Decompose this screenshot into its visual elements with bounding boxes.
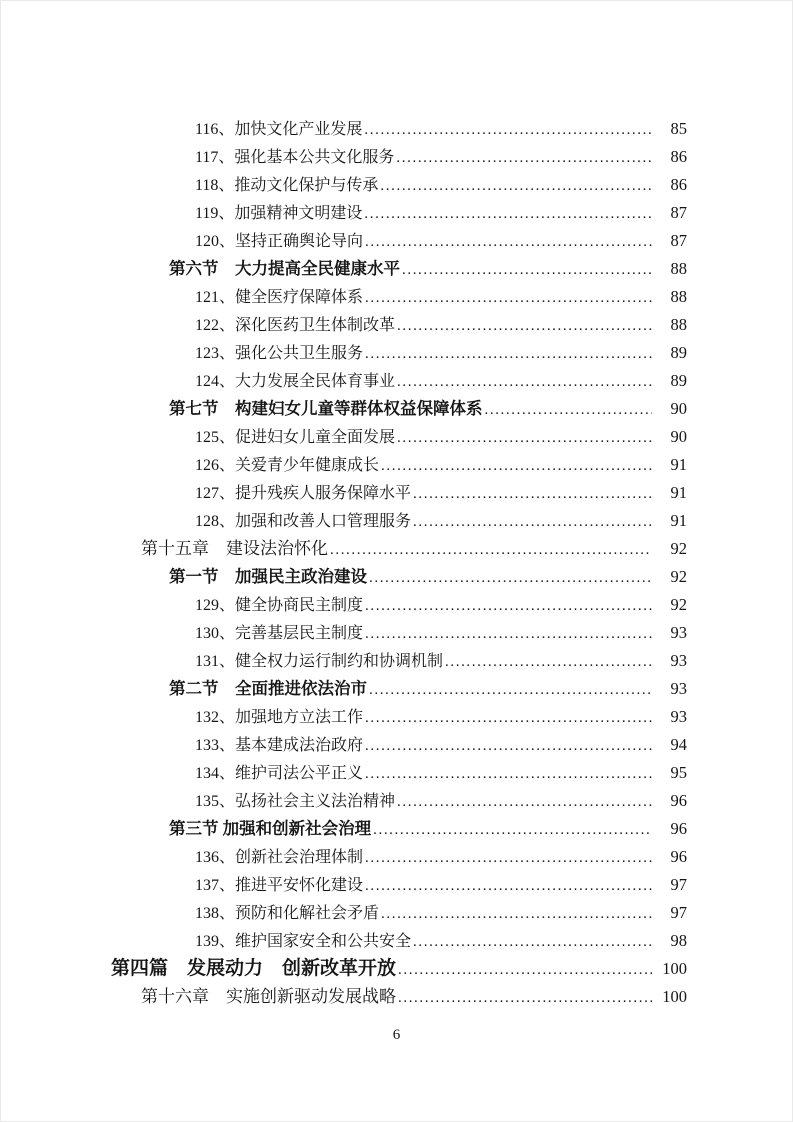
dot-leader	[398, 956, 652, 984]
toc-entry	[111, 115, 687, 143]
toc-entry-label: 117、强化基本公共文化服务	[195, 149, 395, 166]
toc-entry	[111, 311, 687, 339]
toc-entry	[111, 367, 687, 395]
toc-entry	[111, 227, 687, 255]
toc-entry	[111, 759, 687, 787]
toc-entry-page: 93	[670, 651, 687, 670]
dot-leader	[365, 340, 652, 368]
toc-entry-page: 88	[670, 287, 687, 306]
dot-leader	[396, 144, 652, 172]
toc-entry	[111, 787, 687, 815]
toc-entry-page: 91	[670, 455, 687, 474]
toc-entry-label: 135、弘扬社会主义法治精神	[195, 793, 396, 810]
dot-leader	[369, 676, 652, 704]
toc-entry-label: 第三节 加强和创新社会治理	[169, 819, 372, 838]
toc-entry-page: 97	[670, 875, 687, 894]
toc-entry	[111, 283, 687, 311]
toc-entry-label: 120、坚持正确舆论导向	[195, 233, 364, 250]
toc-entry	[111, 143, 687, 171]
toc-entry-page: 86	[670, 147, 687, 166]
toc-entry-label: 137、推进平安怀化建设	[195, 877, 364, 894]
toc-entry-label: 131、健全权力运行制约和协调机制	[195, 653, 444, 670]
toc-entry-page: 93	[670, 707, 687, 726]
toc-entry	[111, 535, 687, 563]
toc-entry-label: 128、加强和改善人口管理服务	[195, 513, 412, 530]
toc-entry-page: 89	[670, 343, 687, 362]
toc-entry-label: 第十五章 建设法治怀化	[141, 539, 328, 558]
toc-entry	[111, 871, 687, 899]
toc-entry-label: 123、强化公共卫生服务	[195, 345, 364, 362]
toc-entry	[111, 423, 687, 451]
toc-entry-label: 第十六章 实施创新驱动发展战略	[141, 987, 396, 1006]
toc-entry-page: 92	[670, 539, 687, 558]
toc-entry-page: 90	[670, 399, 687, 418]
toc-entry-page: 96	[670, 847, 687, 866]
toc-entry-page: 98	[670, 931, 687, 950]
toc-entry	[111, 927, 687, 955]
toc-entry	[111, 339, 687, 367]
dot-leader	[485, 396, 653, 424]
dot-leader	[397, 788, 652, 816]
toc-entry-label: 第七节 构建妇女儿童等群体权益保障体系	[169, 399, 483, 418]
dot-leader	[330, 536, 652, 564]
toc-entry-label: 127、提升残疾人服务保障水平	[195, 485, 412, 502]
toc-entry-page: 93	[670, 679, 687, 698]
toc-entry-label: 122、深化医药卫生体制改革	[195, 317, 396, 334]
dot-leader	[413, 928, 652, 956]
dot-leader	[397, 312, 652, 340]
toc-entry-label: 129、健全协商民主制度	[195, 597, 364, 614]
toc-entry-label: 第四篇 发展动力 创新改革开放	[111, 958, 397, 979]
toc-entry-label: 126、关爱青少年健康成长	[195, 457, 380, 474]
toc-entry	[111, 899, 687, 927]
toc-entry	[111, 983, 687, 1011]
dot-leader	[445, 648, 652, 676]
dot-leader	[365, 732, 652, 760]
dot-leader	[365, 704, 652, 732]
dot-leader	[373, 816, 652, 844]
toc-entry-page: 88	[670, 315, 687, 334]
dot-leader	[397, 424, 652, 452]
toc-entry-label: 125、促进妇女儿童全面发展	[195, 429, 396, 446]
toc-entry-page: 97	[670, 903, 687, 922]
toc-entry-label: 130、完善基层民主制度	[195, 625, 364, 642]
toc-entry	[111, 171, 687, 199]
toc-entry	[111, 451, 687, 479]
toc-entry	[111, 395, 687, 423]
dot-leader	[381, 900, 652, 928]
dot-leader	[369, 564, 652, 592]
dot-leader	[381, 452, 652, 480]
toc-entry-label: 第六节 大力提高全民健康水平	[169, 259, 400, 278]
dot-leader	[413, 480, 652, 508]
toc-entry-page: 96	[670, 791, 687, 810]
dot-leader	[398, 984, 652, 1012]
toc-list	[111, 115, 687, 1011]
toc-entry-page: 93	[670, 623, 687, 642]
dot-leader	[402, 256, 652, 284]
toc-entry-label: 136、创新社会治理体制	[195, 849, 364, 866]
dot-leader	[397, 368, 652, 396]
toc-entry-page: 100	[662, 987, 687, 1006]
toc-entry	[111, 647, 687, 675]
toc-entry	[111, 255, 687, 283]
toc-entry-label: 116、加快文化产业发展	[195, 121, 363, 138]
dot-leader	[365, 872, 652, 900]
toc-entry-label: 第二节 全面推进依法治市	[169, 679, 367, 698]
toc-entry-label: 138、预防和化解社会矛盾	[195, 905, 380, 922]
dot-leader	[364, 200, 652, 228]
toc-entry-page: 100	[662, 959, 687, 978]
toc-entry-page: 92	[670, 595, 687, 614]
toc-entry-page: 87	[670, 231, 687, 250]
toc-entry	[111, 619, 687, 647]
dot-leader	[365, 228, 652, 256]
toc-entry	[111, 703, 687, 731]
toc-entry-page: 91	[670, 483, 687, 502]
toc-entry	[111, 955, 687, 983]
toc-entry	[111, 507, 687, 535]
toc-entry	[111, 199, 687, 227]
toc-entry-label: 118、推动文化保护与传承	[195, 177, 379, 194]
toc-entry-label: 132、加强地方立法工作	[195, 709, 364, 726]
dot-leader	[364, 116, 652, 144]
toc-entry	[111, 731, 687, 759]
toc-entry-label: 133、基本建成法治政府	[195, 737, 364, 754]
toc-entry-label: 124、大力发展全民体育事业	[195, 373, 396, 390]
toc-entry-page: 89	[670, 371, 687, 390]
page-number: 6	[392, 1027, 401, 1043]
toc-entry-page: 87	[670, 203, 687, 222]
dot-leader	[413, 508, 652, 536]
dot-leader	[365, 284, 652, 312]
toc-entry-label: 第一节 加强民主政治建设	[169, 567, 367, 586]
toc-entry	[111, 563, 687, 591]
toc-entry-label: 119、加强精神文明建设	[195, 205, 363, 222]
dot-leader	[365, 844, 652, 872]
toc-entry-page: 94	[670, 735, 687, 754]
toc-entry-label: 139、维护国家安全和公共安全	[195, 933, 412, 950]
toc-entry-page: 90	[670, 427, 687, 446]
toc-entry-label: 121、健全医疗保障体系	[195, 289, 364, 306]
toc-entry-page: 96	[670, 819, 687, 838]
dot-leader	[380, 172, 652, 200]
toc-entry-page: 86	[670, 175, 687, 194]
toc-entry	[111, 843, 687, 871]
toc-entry	[111, 815, 687, 843]
toc-entry	[111, 479, 687, 507]
dot-leader	[365, 620, 652, 648]
toc-entry-page: 88	[670, 259, 687, 278]
toc-entry-label: 134、维护司法公平正义	[195, 765, 364, 782]
toc-entry-page: 95	[670, 763, 687, 782]
toc-entry-page: 92	[670, 567, 687, 586]
toc-entry-page: 85	[670, 119, 687, 138]
toc-entry-page: 91	[670, 511, 687, 530]
toc-entry	[111, 675, 687, 703]
dot-leader	[365, 760, 652, 788]
dot-leader	[365, 592, 652, 620]
toc-entry	[111, 591, 687, 619]
